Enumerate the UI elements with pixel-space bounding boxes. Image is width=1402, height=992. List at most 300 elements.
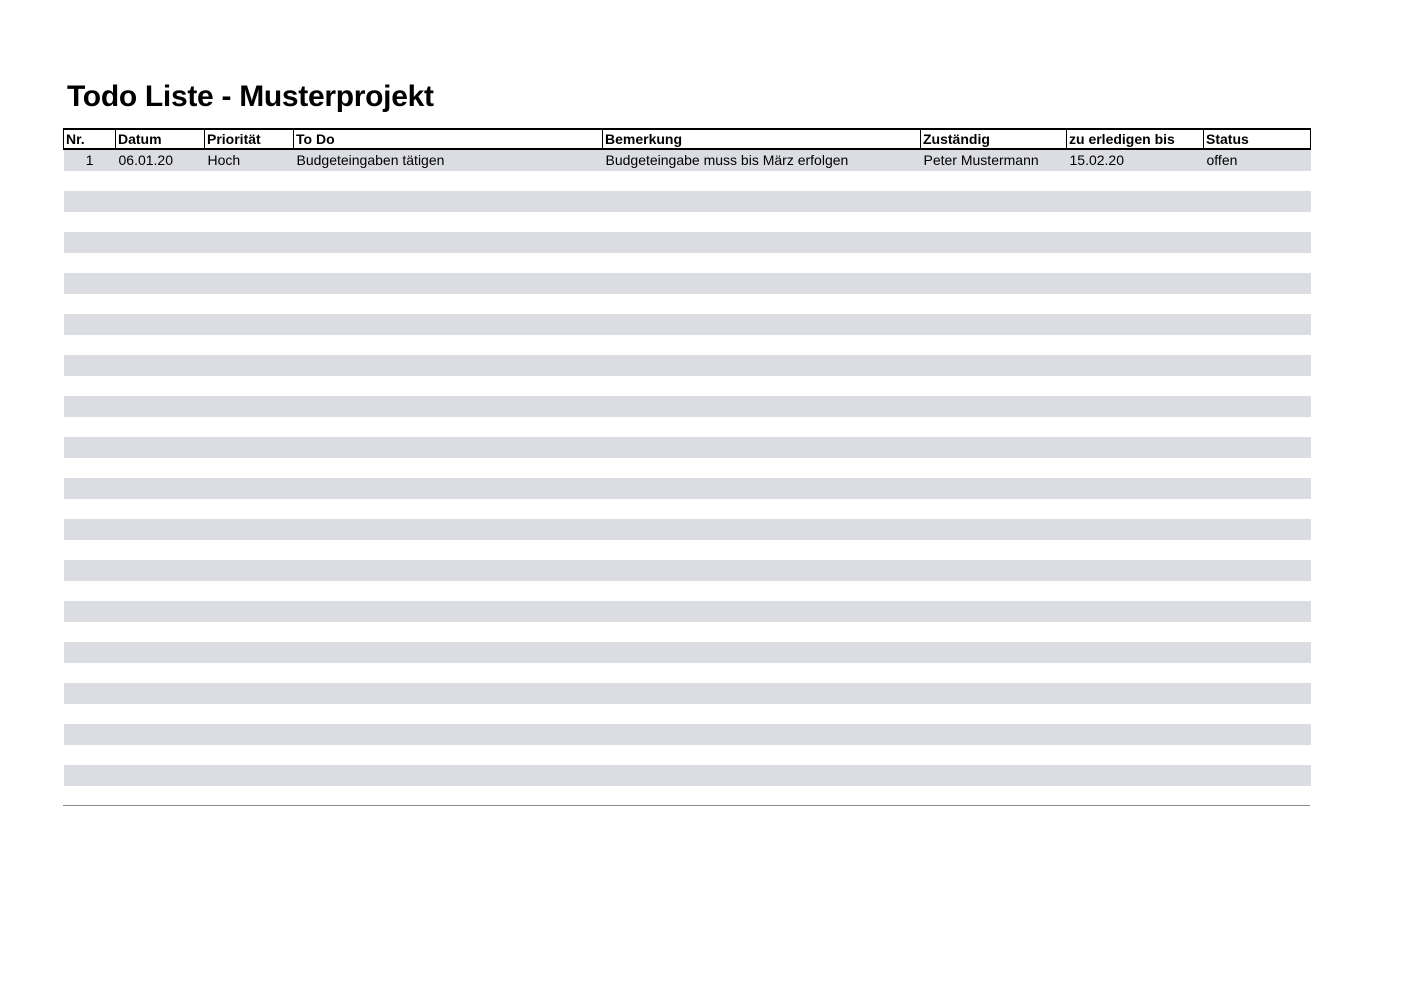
- empty-cell: [1067, 540, 1204, 561]
- empty-cell: [64, 519, 116, 540]
- empty-cell: [294, 560, 603, 581]
- empty-cell: [116, 417, 205, 438]
- empty-table-row: [64, 191, 1311, 212]
- empty-table-row: [64, 396, 1311, 417]
- empty-cell: [205, 581, 294, 602]
- empty-table-row: [64, 745, 1311, 766]
- cell-nr: 1: [64, 149, 116, 171]
- empty-cell: [603, 253, 921, 274]
- empty-cell: [205, 437, 294, 458]
- empty-cell: [294, 581, 603, 602]
- empty-cell: [921, 191, 1067, 212]
- empty-table-row: [64, 478, 1311, 499]
- empty-cell: [1067, 335, 1204, 356]
- empty-cell: [603, 191, 921, 212]
- empty-cell: [205, 601, 294, 622]
- empty-cell: [64, 683, 116, 704]
- empty-cell: [294, 294, 603, 315]
- empty-cell: [205, 622, 294, 643]
- empty-cell: [1067, 437, 1204, 458]
- empty-cell: [1204, 683, 1311, 704]
- empty-cell: [1067, 499, 1204, 520]
- empty-cell: [294, 499, 603, 520]
- empty-cell: [116, 622, 205, 643]
- empty-cell: [921, 335, 1067, 356]
- empty-cell: [1067, 786, 1204, 807]
- empty-cell: [116, 745, 205, 766]
- empty-cell: [603, 294, 921, 315]
- empty-cell: [603, 540, 921, 561]
- empty-cell: [64, 191, 116, 212]
- empty-cell: [603, 663, 921, 684]
- empty-cell: [294, 622, 603, 643]
- empty-cell: [1204, 417, 1311, 438]
- empty-cell: [1067, 376, 1204, 397]
- table-row: [64, 149, 1311, 171]
- empty-cell: [921, 786, 1067, 807]
- empty-cell: [64, 437, 116, 458]
- empty-cell: [921, 663, 1067, 684]
- empty-cell: [921, 642, 1067, 663]
- empty-cell: [294, 704, 603, 725]
- empty-cell: [64, 499, 116, 520]
- empty-cell: [294, 396, 603, 417]
- empty-cell: [205, 519, 294, 540]
- empty-cell: [294, 253, 603, 274]
- empty-cell: [294, 745, 603, 766]
- empty-cell: [603, 314, 921, 335]
- empty-cell: [294, 376, 603, 397]
- empty-cell: [921, 212, 1067, 233]
- empty-cell: [294, 355, 603, 376]
- empty-cell: [116, 519, 205, 540]
- empty-cell: [294, 314, 603, 335]
- empty-cell: [116, 642, 205, 663]
- empty-cell: [64, 601, 116, 622]
- empty-cell: [205, 540, 294, 561]
- empty-cell: [1204, 540, 1311, 561]
- empty-cell: [294, 642, 603, 663]
- empty-cell: [64, 417, 116, 438]
- empty-cell: [921, 560, 1067, 581]
- todo-table: [63, 128, 1311, 806]
- empty-cell: [294, 212, 603, 233]
- empty-cell: [1204, 622, 1311, 643]
- cell-prioritaet: Hoch: [205, 149, 294, 171]
- column-header-zu-erledigen-bis: zu erledigen bis: [1067, 129, 1204, 149]
- cell-zu-erledigen-bis: 15.02.20: [1067, 149, 1204, 171]
- empty-cell: [64, 704, 116, 725]
- empty-cell: [921, 622, 1067, 643]
- empty-table-row: [64, 683, 1311, 704]
- empty-cell: [1067, 417, 1204, 438]
- empty-cell: [921, 499, 1067, 520]
- empty-cell: [921, 232, 1067, 253]
- cell-status: offen: [1204, 149, 1311, 171]
- empty-table-row: [64, 519, 1311, 540]
- empty-cell: [1204, 376, 1311, 397]
- cell-todo: Budgeteingaben tätigen: [294, 149, 603, 171]
- cell-datum: 06.01.20: [116, 149, 205, 171]
- empty-cell: [294, 786, 603, 807]
- empty-cell: [1067, 294, 1204, 315]
- page-title: Todo Liste - Musterprojekt: [67, 80, 434, 113]
- empty-cell: [205, 171, 294, 192]
- empty-cell: [1204, 745, 1311, 766]
- empty-cell: [1067, 663, 1204, 684]
- empty-cell: [1067, 253, 1204, 274]
- empty-cell: [294, 232, 603, 253]
- column-header-todo: To Do: [294, 129, 603, 149]
- empty-cell: [205, 786, 294, 807]
- empty-cell: [603, 622, 921, 643]
- empty-cell: [205, 355, 294, 376]
- empty-cell: [64, 663, 116, 684]
- empty-cell: [64, 294, 116, 315]
- empty-cell: [294, 478, 603, 499]
- column-header-prioritaet: Priorität: [205, 129, 294, 149]
- empty-cell: [603, 212, 921, 233]
- empty-cell: [1067, 355, 1204, 376]
- empty-cell: [1067, 191, 1204, 212]
- empty-cell: [116, 683, 205, 704]
- empty-cell: [921, 396, 1067, 417]
- empty-cell: [205, 191, 294, 212]
- empty-cell: [603, 396, 921, 417]
- empty-cell: [205, 253, 294, 274]
- empty-cell: [294, 663, 603, 684]
- empty-cell: [1204, 437, 1311, 458]
- empty-cell: [1204, 294, 1311, 315]
- empty-cell: [205, 765, 294, 786]
- empty-table-row: [64, 437, 1311, 458]
- column-header-datum: Datum: [116, 129, 205, 149]
- empty-cell: [1067, 458, 1204, 479]
- empty-cell: [921, 540, 1067, 561]
- empty-cell: [64, 253, 116, 274]
- empty-table-row: [64, 622, 1311, 643]
- empty-cell: [1067, 704, 1204, 725]
- empty-cell: [116, 499, 205, 520]
- empty-cell: [1204, 499, 1311, 520]
- empty-cell: [603, 724, 921, 745]
- empty-cell: [64, 581, 116, 602]
- empty-cell: [64, 171, 116, 192]
- empty-cell: [921, 253, 1067, 274]
- empty-table-row: [64, 417, 1311, 438]
- empty-cell: [64, 355, 116, 376]
- empty-cell: [603, 417, 921, 438]
- empty-cell: [64, 724, 116, 745]
- empty-cell: [1067, 478, 1204, 499]
- empty-cell: [205, 232, 294, 253]
- empty-cell: [205, 560, 294, 581]
- empty-cell: [1067, 396, 1204, 417]
- empty-cell: [116, 601, 205, 622]
- empty-table-row: [64, 335, 1311, 356]
- empty-cell: [205, 294, 294, 315]
- column-header-nr: Nr.: [64, 129, 116, 149]
- empty-table-row: [64, 540, 1311, 561]
- empty-cell: [1204, 519, 1311, 540]
- empty-cell: [603, 437, 921, 458]
- empty-cell: [1067, 745, 1204, 766]
- empty-cell: [64, 314, 116, 335]
- table-header-row: [64, 129, 1311, 149]
- empty-cell: [116, 355, 205, 376]
- empty-cell: [64, 232, 116, 253]
- empty-cell: [64, 478, 116, 499]
- empty-cell: [116, 191, 205, 212]
- empty-cell: [116, 478, 205, 499]
- empty-table-row: [64, 560, 1311, 581]
- empty-cell: [603, 704, 921, 725]
- empty-cell: [64, 458, 116, 479]
- empty-cell: [921, 601, 1067, 622]
- empty-cell: [116, 396, 205, 417]
- empty-cell: [205, 396, 294, 417]
- empty-cell: [116, 458, 205, 479]
- empty-cell: [1204, 171, 1311, 192]
- empty-cell: [116, 724, 205, 745]
- empty-cell: [603, 376, 921, 397]
- empty-cell: [1204, 253, 1311, 274]
- empty-cell: [921, 376, 1067, 397]
- table-bottom-rule: [63, 805, 1310, 806]
- empty-table-row: [64, 601, 1311, 622]
- empty-table-row: [64, 499, 1311, 520]
- empty-cell: [1204, 396, 1311, 417]
- empty-cell: [1204, 273, 1311, 294]
- empty-cell: [116, 232, 205, 253]
- empty-cell: [1067, 724, 1204, 745]
- empty-cell: [921, 745, 1067, 766]
- empty-cell: [64, 560, 116, 581]
- empty-cell: [205, 335, 294, 356]
- empty-table-row: [64, 765, 1311, 786]
- empty-cell: [603, 335, 921, 356]
- empty-cell: [205, 499, 294, 520]
- empty-cell: [1204, 724, 1311, 745]
- empty-cell: [1067, 622, 1204, 643]
- empty-table-row: [64, 704, 1311, 725]
- empty-cell: [205, 745, 294, 766]
- empty-cell: [116, 540, 205, 561]
- empty-cell: [205, 417, 294, 438]
- empty-cell: [294, 171, 603, 192]
- empty-cell: [294, 191, 603, 212]
- empty-cell: [1067, 765, 1204, 786]
- empty-cell: [603, 560, 921, 581]
- empty-cell: [64, 212, 116, 233]
- empty-cell: [294, 765, 603, 786]
- empty-cell: [205, 663, 294, 684]
- empty-cell: [921, 478, 1067, 499]
- empty-cell: [603, 642, 921, 663]
- empty-cell: [205, 212, 294, 233]
- empty-cell: [1067, 581, 1204, 602]
- empty-cell: [64, 335, 116, 356]
- empty-cell: [603, 355, 921, 376]
- empty-cell: [64, 376, 116, 397]
- empty-table-row: [64, 314, 1311, 335]
- empty-cell: [116, 314, 205, 335]
- empty-cell: [603, 745, 921, 766]
- empty-cell: [603, 499, 921, 520]
- empty-cell: [921, 683, 1067, 704]
- empty-cell: [1204, 458, 1311, 479]
- empty-cell: [294, 540, 603, 561]
- empty-cell: [603, 171, 921, 192]
- empty-cell: [1067, 314, 1204, 335]
- empty-cell: [1067, 601, 1204, 622]
- empty-cell: [64, 642, 116, 663]
- empty-cell: [921, 704, 1067, 725]
- empty-cell: [1204, 642, 1311, 663]
- empty-cell: [116, 253, 205, 274]
- empty-cell: [205, 683, 294, 704]
- empty-table-row: [64, 458, 1311, 479]
- empty-cell: [1204, 355, 1311, 376]
- empty-cell: [1067, 642, 1204, 663]
- empty-cell: [294, 437, 603, 458]
- empty-cell: [116, 663, 205, 684]
- empty-cell: [116, 581, 205, 602]
- empty-cell: [1067, 171, 1204, 192]
- empty-table-row: [64, 786, 1311, 807]
- empty-cell: [116, 786, 205, 807]
- empty-cell: [294, 683, 603, 704]
- empty-cell: [921, 519, 1067, 540]
- empty-table-row: [64, 171, 1311, 192]
- empty-cell: [1204, 560, 1311, 581]
- empty-cell: [1204, 663, 1311, 684]
- empty-cell: [294, 601, 603, 622]
- empty-cell: [116, 765, 205, 786]
- empty-cell: [116, 704, 205, 725]
- empty-cell: [64, 622, 116, 643]
- empty-cell: [921, 417, 1067, 438]
- empty-cell: [1067, 683, 1204, 704]
- empty-table-row: [64, 376, 1311, 397]
- empty-cell: [116, 376, 205, 397]
- empty-cell: [603, 519, 921, 540]
- empty-cell: [1204, 786, 1311, 807]
- empty-cell: [603, 232, 921, 253]
- empty-cell: [116, 437, 205, 458]
- empty-cell: [205, 642, 294, 663]
- empty-cell: [64, 540, 116, 561]
- empty-cell: [205, 704, 294, 725]
- empty-table-row: [64, 355, 1311, 376]
- empty-cell: [116, 212, 205, 233]
- empty-cell: [921, 294, 1067, 315]
- empty-cell: [116, 294, 205, 315]
- empty-cell: [294, 273, 603, 294]
- empty-cell: [1204, 765, 1311, 786]
- empty-cell: [205, 724, 294, 745]
- empty-cell: [921, 273, 1067, 294]
- empty-cell: [921, 355, 1067, 376]
- empty-cell: [603, 458, 921, 479]
- empty-table-row: [64, 273, 1311, 294]
- empty-cell: [294, 335, 603, 356]
- empty-cell: [205, 458, 294, 479]
- empty-table-row: [64, 642, 1311, 663]
- empty-cell: [205, 273, 294, 294]
- empty-cell: [603, 601, 921, 622]
- empty-cell: [603, 765, 921, 786]
- empty-cell: [1204, 232, 1311, 253]
- empty-cell: [1204, 581, 1311, 602]
- empty-cell: [603, 273, 921, 294]
- empty-cell: [1204, 704, 1311, 725]
- column-header-bemerkung: Bemerkung: [603, 129, 921, 149]
- empty-cell: [921, 458, 1067, 479]
- empty-cell: [116, 335, 205, 356]
- empty-cell: [64, 745, 116, 766]
- empty-cell: [603, 478, 921, 499]
- empty-cell: [64, 765, 116, 786]
- empty-cell: [1204, 478, 1311, 499]
- empty-table-row: [64, 232, 1311, 253]
- empty-cell: [1204, 212, 1311, 233]
- column-header-zustaendig: Zuständig: [921, 129, 1067, 149]
- empty-cell: [205, 314, 294, 335]
- empty-cell: [294, 724, 603, 745]
- empty-cell: [921, 171, 1067, 192]
- cell-bemerkung: Budgeteingabe muss bis März erfolgen: [603, 149, 921, 171]
- empty-cell: [1067, 560, 1204, 581]
- empty-table-row: [64, 663, 1311, 684]
- empty-cell: [64, 273, 116, 294]
- empty-cell: [1204, 601, 1311, 622]
- empty-cell: [921, 437, 1067, 458]
- empty-cell: [1204, 314, 1311, 335]
- empty-cell: [1067, 232, 1204, 253]
- empty-table-row: [64, 294, 1311, 315]
- empty-cell: [921, 724, 1067, 745]
- empty-cell: [294, 519, 603, 540]
- empty-cell: [1067, 273, 1204, 294]
- empty-cell: [921, 314, 1067, 335]
- empty-table-row: [64, 724, 1311, 745]
- empty-cell: [1067, 519, 1204, 540]
- empty-table-row: [64, 253, 1311, 274]
- empty-cell: [64, 786, 116, 807]
- empty-cell: [205, 478, 294, 499]
- empty-cell: [1204, 191, 1311, 212]
- empty-cell: [64, 396, 116, 417]
- empty-cell: [294, 458, 603, 479]
- empty-table-row: [64, 581, 1311, 602]
- empty-cell: [921, 581, 1067, 602]
- empty-cell: [116, 560, 205, 581]
- empty-cell: [603, 581, 921, 602]
- empty-cell: [116, 171, 205, 192]
- empty-cell: [603, 786, 921, 807]
- empty-cell: [1067, 212, 1204, 233]
- empty-cell: [1204, 335, 1311, 356]
- column-header-status: Status: [1204, 129, 1311, 149]
- empty-cell: [603, 683, 921, 704]
- empty-cell: [294, 417, 603, 438]
- empty-cell: [116, 273, 205, 294]
- empty-cell: [205, 376, 294, 397]
- cell-zustaendig: Peter Mustermann: [921, 149, 1067, 171]
- empty-cell: [921, 765, 1067, 786]
- empty-table-row: [64, 212, 1311, 233]
